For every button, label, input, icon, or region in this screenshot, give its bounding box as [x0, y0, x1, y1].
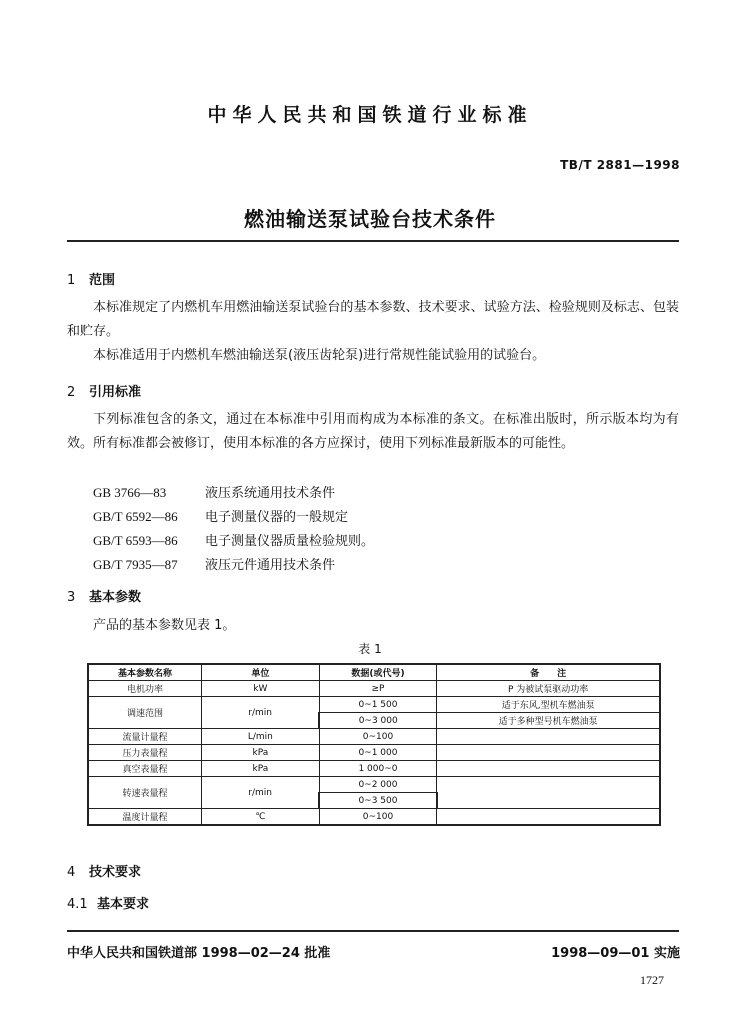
param-name: 调速范围	[88, 697, 202, 729]
reference-name: 液压元件通用技术条件	[205, 558, 336, 573]
reference-code: GB 3766—83	[93, 485, 167, 500]
section-1-paragraph-2: 本标准适用于内燃机车燃油输送泵(液压齿轮泵)进行常规性能试验用的试验台。	[93, 348, 546, 363]
table-row	[88, 697, 660, 713]
basic-parameters-table	[87, 663, 661, 826]
param-value: 0~100	[319, 729, 437, 745]
param-unit: ℃	[202, 809, 320, 826]
section-3-paragraph: 产品的基本参数见表 1。	[93, 618, 236, 633]
reference-item	[93, 554, 335, 573]
param-note: 适于东风,型机车燃油泵	[437, 697, 660, 713]
param-unit: kPa	[202, 761, 320, 777]
section-number: 1	[67, 273, 76, 288]
param-note: 适于多种型号机车燃油泵	[437, 713, 660, 729]
table-header-row	[88, 664, 660, 681]
param-unit: kW	[202, 681, 320, 697]
param-name: 转速表量程	[88, 777, 202, 809]
table-row	[88, 761, 660, 777]
param-value: 0~3 500	[319, 793, 437, 809]
param-note	[437, 777, 660, 809]
section-1-paragraph-1: 本标准规定了内燃机车用燃油输送泵试验台的基本参数、技术要求、试验方法、检验规则及标志、包装和贮存。	[67, 300, 679, 339]
section-2-paragraph: 下列标准包含的条文，通过在本标准中引用而构成为本标准的条文。在标准出版时，所示版本均为有效。所有标准都会被修订，使用本标准的各方应探讨，使用下列标准最新版本的可能性。	[67, 412, 679, 451]
section-number: 4.1	[67, 897, 88, 912]
table-row	[88, 809, 660, 826]
table-row	[88, 745, 660, 761]
reference-item	[93, 482, 335, 501]
section-title: 引用标准	[89, 385, 142, 400]
section-number: 4	[67, 865, 76, 880]
param-name: 电机功率	[88, 681, 202, 697]
section-4-1-heading	[67, 893, 149, 912]
section-1-heading	[67, 269, 115, 288]
document-title: 燃油输送泵试验台技术条件	[244, 207, 496, 231]
param-note	[437, 729, 660, 745]
param-value: 0~1 500	[319, 697, 437, 713]
section-title: 基本要求	[97, 897, 150, 912]
param-value: 0~3 000	[319, 713, 437, 729]
param-note: P 为被试泵驱动功率	[437, 681, 660, 697]
reference-item	[93, 530, 374, 549]
reference-code: GB/T 6593—86	[93, 533, 178, 548]
param-unit: kPa	[202, 745, 320, 761]
param-unit: L/min	[202, 729, 320, 745]
param-name: 温度计量程	[88, 809, 202, 826]
reference-name: 液压系统通用技术条件	[205, 486, 336, 501]
param-name: 流量计量程	[88, 729, 202, 745]
reference-item	[93, 506, 348, 525]
footer-divider	[67, 930, 679, 932]
section-3-heading	[67, 586, 141, 605]
standard-authority-header: 中华人民共和国铁道行业标准	[207, 104, 533, 126]
section-2-heading	[67, 381, 141, 400]
approval-line: 中华人民共和国铁道部 1998—02—24 批准	[67, 946, 331, 961]
param-name: 真空表量程	[88, 761, 202, 777]
section-title: 技术要求	[89, 865, 142, 880]
table-caption: 表 1	[358, 642, 382, 656]
reference-name: 电子测量仪器的一般规定	[205, 510, 349, 525]
document-number: TB/T 2881—1998	[560, 158, 680, 172]
table-row	[88, 729, 660, 745]
table-row	[88, 777, 660, 793]
section-title: 范围	[89, 273, 116, 288]
param-note	[437, 761, 660, 777]
section-4-heading	[67, 861, 141, 880]
section-number: 2	[67, 385, 76, 400]
header-cell: 基本参数名称	[88, 664, 202, 681]
title-divider	[67, 240, 679, 242]
header-cell: 单位	[202, 664, 320, 681]
param-unit: r/min	[202, 697, 320, 729]
param-note	[437, 745, 660, 761]
section-number: 3	[67, 590, 76, 605]
section-title: 基本参数	[89, 590, 142, 605]
page-number: 1727	[640, 973, 664, 987]
effective-date: 1998—09—01 实施	[551, 946, 680, 961]
param-value: 1 000~0	[319, 761, 437, 777]
header-cell: 备 注	[437, 664, 660, 681]
reference-name: 电子测量仪器质量检验规则。	[205, 534, 375, 549]
reference-code: GB/T 6592—86	[93, 509, 178, 524]
table-row	[88, 681, 660, 697]
param-value: 0~1 000	[319, 745, 437, 761]
header-cell: 数据(或代号)	[319, 664, 437, 681]
param-note	[437, 809, 660, 826]
param-name: 压力表量程	[88, 745, 202, 761]
param-value: ≥P	[319, 681, 437, 697]
param-value: 0~2 000	[319, 777, 437, 793]
param-value: 0~100	[319, 809, 437, 826]
reference-code: GB/T 7935—87	[93, 557, 178, 572]
param-unit: r/min	[202, 777, 320, 809]
